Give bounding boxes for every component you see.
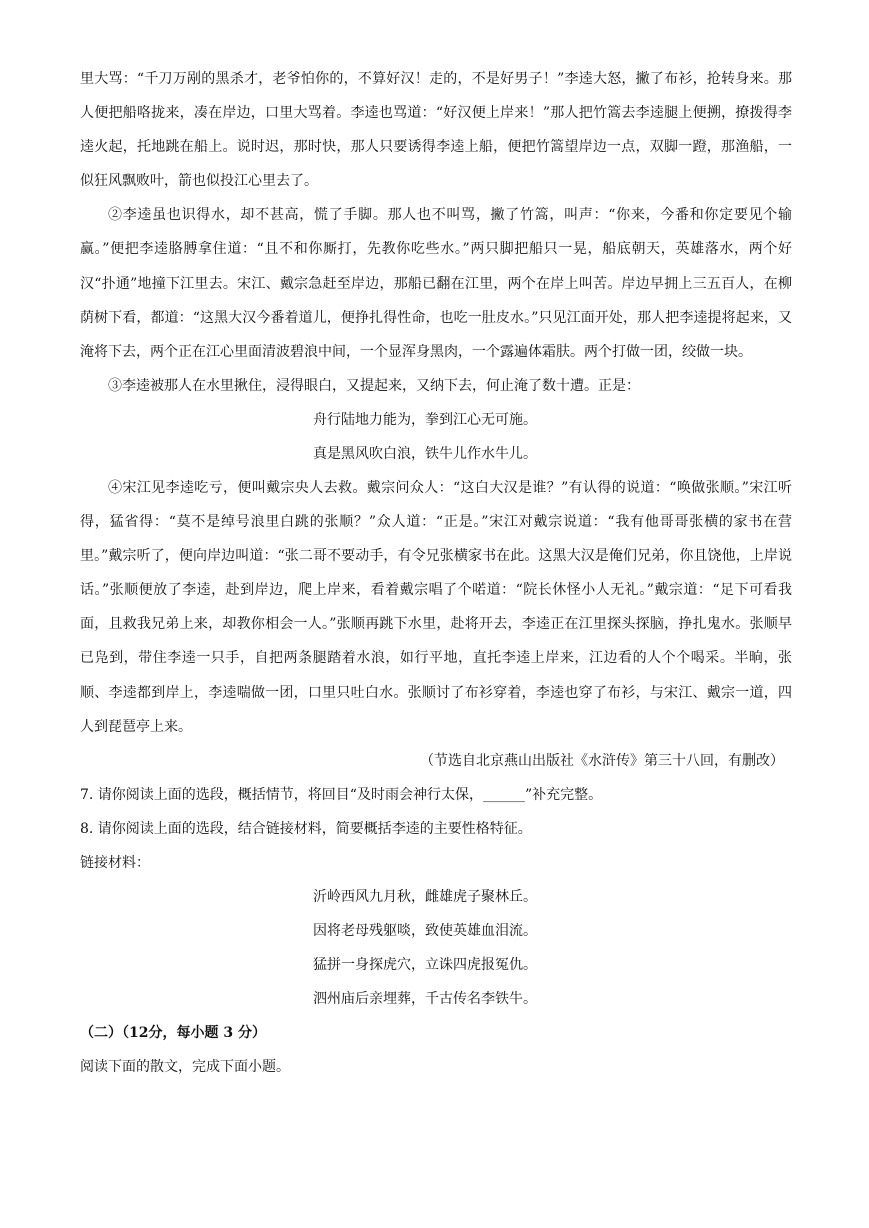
link-poem-line-4: 泗州庙后亲埋葬，千古传名李铁牛。 bbox=[313, 990, 537, 1007]
poem-line-1: 舟行陆地力能为，拳到江心无可施。 bbox=[313, 411, 537, 428]
poem-line-2: 真是黑风吹白浪，铁牛儿作水牛儿。 bbox=[313, 445, 537, 462]
paragraph-intro: 里大骂：“千刀万剐的黑杀才，老爷怕你的，不算好汉！走的，不是好男子！”李逵大怒，撇了布衫，抢转身来。那人便把船咯拢来，凑在岸边，口里大骂着。李逵也骂道：“好汉便上岸来！”那人把竹篙去李逵腿上便搠，撩拨得李逵火起，托地跳在船上。说时迟，那时快，那人只要诱得李逵上船，便把竹篙望岸边一点，双脚一蹬，那渔船，一似狂风飘败叶，箭也似投江心里去了。 bbox=[80, 71, 792, 190]
section-heading: （二）（12分，每小题 3 分） bbox=[80, 1024, 266, 1041]
paragraph-4: ④宋江见李逵吃亏，便叫戴宗央人去救。戴宗问众人：“这白大汉是谁？”有认得的说道：“唤做张顺。”宋江听得，猛省得：“莫不是绰号浪里白跳的张顺？”众人道：“正是。”宋江对戴宗说道：“我有他哥哥张横的家书在营里。”戴宗听了，便向岸边叫道：“张二哥不要动手，有令兄张横家书在此。这黑大汉是俺们兄弟，你且饶他，上岸说话。”张顺便放了李逵，赴到岸边，爬上岸来，看着戴宗唱了个喏道：“院长休怪小人无礼。”戴宗道：“足下可看我面，且救我兄弟上来，却教你相会一人。”张顺再跳下水里，赴将开去，李逵正在江里探头探脑，挣扎鬼水。张顺早已凫到，带住李逵一只手，自把两条腿踏着水浪，如行平地，直托李逵上岸来，江边看的人个个喝采。半晌，张顺、李逵都到岸上，李逵喘做一团，口里只吐白水。张顺讨了布衫穿着，李逵也穿了布衫，与宋江、戴宗一道，四人到琵琶亭上来。 bbox=[80, 479, 792, 735]
source-citation: （节选自北京燕山出版社《水浒传》第三十八回，有删改） bbox=[420, 752, 784, 769]
document-page bbox=[80, 62, 792, 1084]
question-7: 7. 请你阅读上面的选段，概括情节，将回目“及时雨会神行太保，______”补充完整。 bbox=[80, 786, 603, 803]
link-poem-line-1: 沂岭西风九月秋，雌雄虎子聚林丘。 bbox=[313, 888, 537, 905]
paragraph-2: ②李逵虽也识得水，却不甚高，慌了手脚。那人也不叫骂，撇了竹篙，叫声：“你来，今番和你定要见个输赢。”便把李逵胳膊拿住道：“且不和你厮打，先教你吃些水。”两只脚把船只一晃，船底朝天，英雄落水，两个好汉“扑通”地撞下江里去。宋江、戴宗急赶至岸边，那船已翻在江里，两个在岸上叫苦。岸边早拥上三五百人，在柳荫树下看，都道：“这黑大汉今番着道儿，便挣扎得性命，也吃一肚皮水。”只见江面开处，那人把李逵提将起来，又淹将下去，两个正在江心里面清波碧浪中间，一个显浑身黑肉，一个露遍体霜肤。两个打做一团，绞做一块。 bbox=[80, 207, 792, 360]
link-poem-line-2: 因将老母残躯啖，致使英雄血泪流。 bbox=[313, 922, 537, 939]
link-poem-line-3: 猛拼一身探虎穴，立诛四虎报冤仇。 bbox=[313, 956, 537, 973]
section-instruction: 阅读下面的散文，完成下面小题。 bbox=[80, 1058, 290, 1075]
question-8: 8. 请你阅读上面的选段，结合链接材料，简要概括李逵的主要性格特征。 bbox=[80, 820, 532, 837]
link-material-label: 链接材料： bbox=[80, 854, 150, 871]
paragraph-3: ③李逵被那人在水里揪住，浸得眼白，又提起来，又纳下去，何止淹了数十遭。正是： bbox=[108, 377, 640, 394]
